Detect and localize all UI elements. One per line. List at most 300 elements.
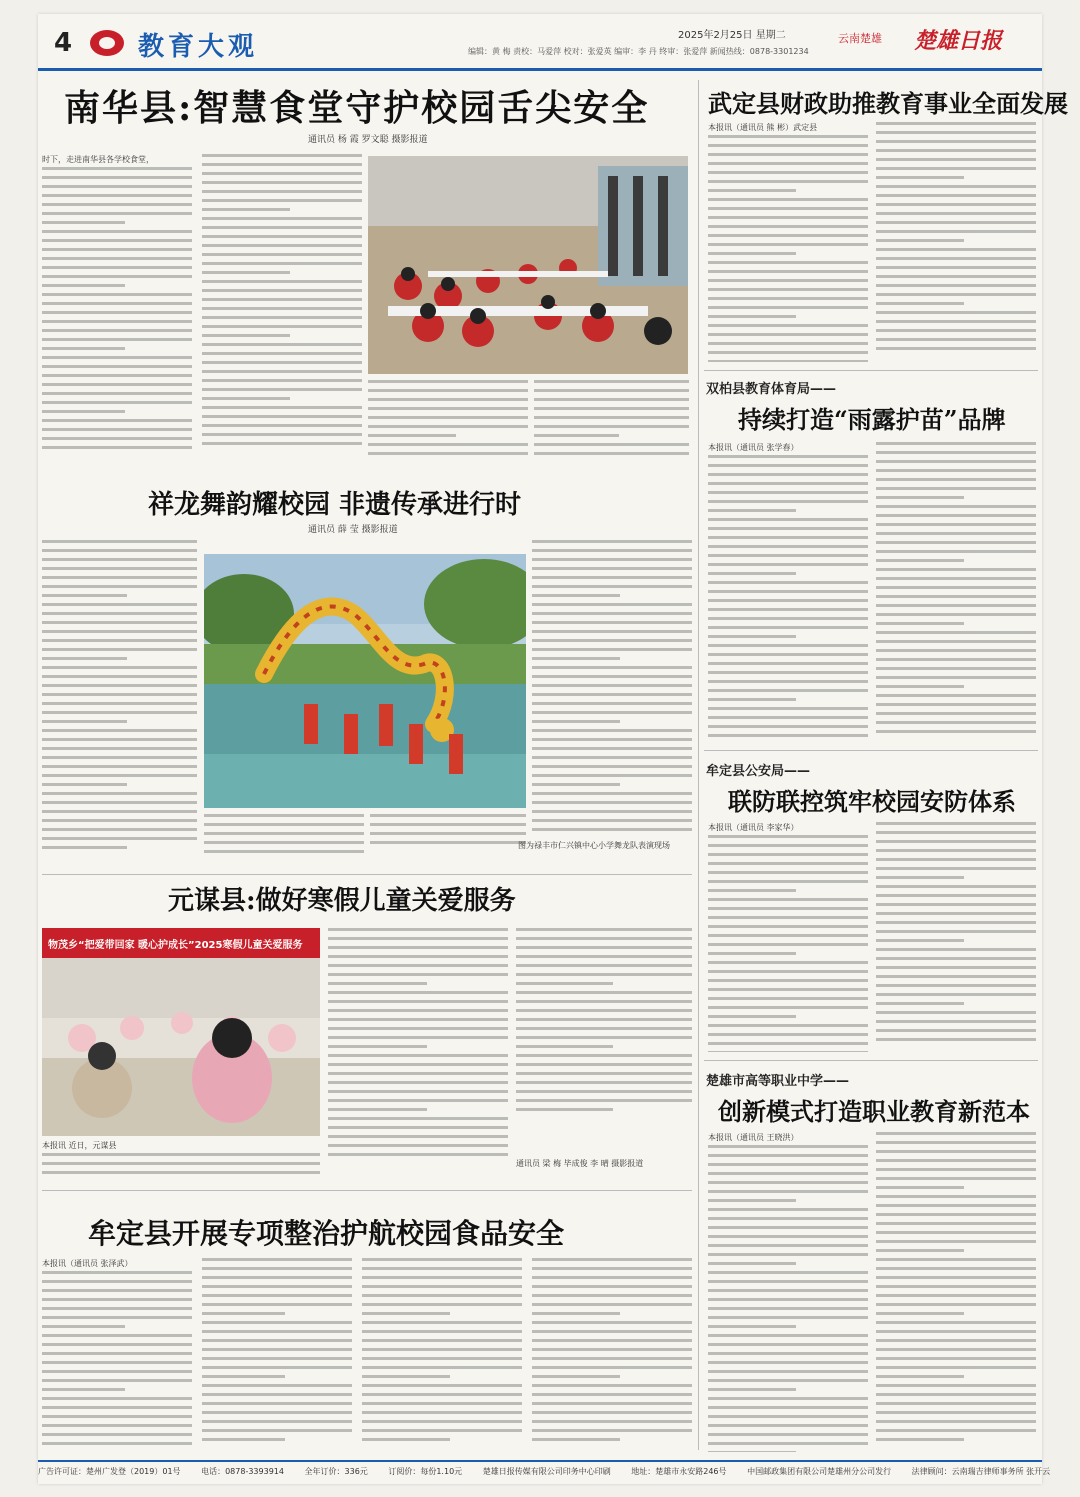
text-line (876, 158, 1036, 161)
text-line (42, 167, 192, 170)
text-line (708, 889, 796, 892)
text-line (876, 1240, 1036, 1243)
text-line (708, 1334, 868, 1337)
text-line (42, 293, 192, 296)
text-line (876, 957, 1036, 960)
text-line (42, 1388, 125, 1391)
text-line (532, 720, 620, 723)
text-line (362, 1267, 522, 1270)
text-line (202, 424, 362, 427)
text-line (708, 898, 868, 901)
text-line (532, 1348, 692, 1351)
text-line (362, 1393, 522, 1396)
section-rule (42, 1190, 692, 1191)
article-text (534, 380, 689, 466)
text-line (202, 1267, 352, 1270)
text-line (368, 434, 456, 437)
text-line (708, 216, 868, 219)
article-text (876, 122, 1036, 362)
text-line (876, 1285, 1036, 1288)
text-line (328, 1090, 508, 1093)
text-line (534, 398, 689, 401)
text-line (532, 639, 692, 642)
text-line (708, 590, 868, 593)
editor-credits: 编辑：黄 梅 责校：马爱萍 校对：张爱英 编审：李 丹 终审：张爱萍 新闻热线：0878-3301234 (468, 47, 809, 56)
text-line (876, 1222, 1036, 1225)
text-line (42, 446, 192, 449)
text-line (708, 835, 868, 838)
text-line (708, 509, 796, 512)
article-text (532, 1258, 692, 1450)
text-line (708, 653, 868, 656)
text-line (328, 928, 508, 931)
text-line (362, 1375, 450, 1378)
text-line (202, 172, 362, 175)
text-line (42, 266, 192, 269)
footer-item: 全年订价：336元 (304, 1467, 368, 1476)
text-line (708, 491, 868, 494)
text-line (362, 1339, 522, 1342)
text-line (708, 608, 868, 611)
text-line (876, 1357, 1036, 1360)
text-line (368, 407, 528, 410)
text-line (362, 1438, 450, 1441)
text-line (328, 1009, 508, 1012)
text-line (42, 437, 192, 440)
text-line (876, 595, 1036, 598)
text-line (876, 984, 1036, 987)
text-line (328, 1063, 508, 1066)
text-line (708, 1397, 868, 1400)
text-line (532, 1393, 692, 1396)
text-line (202, 199, 362, 202)
article-byline: 通讯员 薛 莹 摄影报道 (308, 525, 398, 535)
text-line (876, 248, 1036, 251)
text-line (876, 649, 1036, 652)
text-line (516, 973, 692, 976)
text-line (876, 894, 1036, 897)
newspaper-page (38, 14, 1068, 1484)
text-line (876, 1168, 1036, 1171)
text-line (876, 622, 964, 625)
text-line (42, 230, 192, 233)
masthead-rule (38, 68, 1042, 71)
text-line (708, 844, 868, 847)
text-line (708, 1006, 868, 1009)
article-text: 本报讯 近日，元谋县 (42, 1140, 320, 1176)
text-line (876, 1020, 1036, 1023)
text-line (202, 1357, 352, 1360)
text-line (708, 351, 868, 354)
text-line (708, 135, 868, 138)
article-text (876, 1132, 1036, 1452)
text-line (876, 903, 1036, 906)
text-line (42, 846, 127, 849)
text-line (202, 163, 362, 166)
text-line (876, 613, 1036, 616)
text-line (516, 1090, 692, 1093)
text-line (202, 361, 362, 364)
text-line (876, 329, 1036, 332)
text-line (876, 685, 964, 688)
text-line (532, 1357, 692, 1360)
text-line (42, 549, 197, 552)
text-line (708, 1208, 868, 1211)
text-line (708, 716, 868, 719)
text-line (876, 858, 1036, 861)
text-line (532, 657, 620, 660)
text-line (202, 352, 362, 355)
text-line (328, 1153, 508, 1156)
text-line (876, 667, 1036, 670)
text-line (876, 131, 1036, 134)
text-line (876, 676, 1036, 679)
article-text (202, 1258, 352, 1450)
text-line (42, 248, 192, 251)
text-line (42, 747, 197, 750)
text-line (532, 738, 692, 741)
text-line (876, 1186, 964, 1189)
footer-item: 地址：楚雄市永安路246号 (631, 1467, 727, 1476)
text-line (876, 487, 1036, 490)
text-line (42, 720, 127, 723)
text-line (708, 907, 868, 910)
text-line (708, 536, 868, 539)
classroom-photo (42, 928, 320, 1136)
text-line (708, 333, 868, 336)
text-line (708, 1424, 868, 1427)
text-line (876, 712, 1036, 715)
text-line (708, 1154, 868, 1157)
text-line (876, 1384, 1036, 1387)
text-line (532, 675, 692, 678)
footer-item: 电话：0878-3393914 (201, 1467, 284, 1476)
text-line (532, 1294, 692, 1297)
article-text (516, 928, 692, 1118)
text-line (876, 993, 1036, 996)
text-line (42, 185, 192, 188)
text-line (532, 1384, 692, 1387)
text-line (876, 694, 1036, 697)
text-line (202, 289, 362, 292)
text-line (532, 1411, 692, 1414)
text-line (876, 1411, 1036, 1414)
text-line (202, 154, 362, 157)
text-line (362, 1285, 522, 1288)
article-text: 本报讯（通讯员 王晓洪） (708, 1132, 868, 1452)
text-line (876, 1213, 1036, 1216)
text-line (202, 298, 362, 301)
text-line (516, 1045, 613, 1048)
section-rule (704, 1060, 1038, 1061)
article-text: 时下，走进南华县各学校食堂， (42, 154, 192, 454)
text-line (876, 302, 964, 305)
text-line (708, 862, 868, 865)
text-line (328, 1072, 508, 1075)
text-line (42, 1343, 192, 1346)
text-line (42, 702, 197, 705)
text-line (876, 284, 1036, 287)
article-text (202, 154, 362, 454)
text-line (708, 315, 796, 318)
text-line (532, 576, 692, 579)
text-line (202, 1258, 352, 1261)
text-line (42, 792, 197, 795)
text-line (876, 586, 1036, 589)
text-line (708, 916, 868, 919)
text-line (876, 221, 1036, 224)
text-line (328, 1027, 508, 1030)
text-line (42, 828, 197, 831)
text-line (328, 1036, 508, 1039)
text-line (42, 365, 192, 368)
text-line (362, 1330, 522, 1333)
text-line (42, 711, 197, 714)
text-line (202, 433, 362, 436)
text-line (708, 225, 868, 228)
photo-caption: 通讯员 梁 梅 毕成俊 李 晴 摄影报道 (516, 1159, 644, 1168)
text-line (328, 937, 508, 940)
text-line (532, 774, 692, 777)
text-line (708, 1145, 868, 1148)
text-line (362, 1312, 450, 1315)
text-line (876, 1375, 964, 1378)
text-line (876, 1177, 1036, 1180)
text-line (876, 975, 1036, 978)
text-line (708, 198, 868, 201)
text-line (202, 181, 362, 184)
text-line (876, 658, 1036, 661)
text-line (876, 1258, 1036, 1261)
article-headline: 武定县财政助推教育事业全面发展 (708, 89, 1068, 118)
text-line (708, 961, 868, 964)
text-line (708, 952, 796, 955)
text-line (42, 329, 192, 332)
text-line (202, 1285, 352, 1288)
text-line (532, 1285, 692, 1288)
text-line (42, 612, 197, 615)
text-line (708, 1352, 868, 1355)
text-line (876, 140, 1036, 143)
text-line (516, 964, 692, 967)
text-line (328, 1108, 427, 1111)
text-line (708, 153, 868, 156)
text-line (876, 212, 1036, 215)
text-line (708, 482, 868, 485)
text-line (876, 149, 1036, 152)
text-line (708, 270, 868, 273)
text-line (42, 356, 192, 359)
text-line (708, 871, 868, 874)
text-line (876, 338, 1036, 341)
text-line (202, 334, 290, 337)
text-line (534, 416, 689, 419)
text-line (534, 434, 619, 437)
text-line (708, 207, 868, 210)
text-line (708, 261, 868, 264)
text-line (532, 1321, 692, 1324)
text-line (708, 644, 868, 647)
text-line (362, 1411, 522, 1414)
text-line (202, 253, 362, 256)
text-line (708, 725, 868, 728)
text-line (42, 284, 125, 287)
text-line (42, 567, 197, 570)
text-line (42, 221, 125, 224)
text-line (202, 1384, 352, 1387)
text-line (532, 828, 692, 831)
text-line (368, 389, 528, 392)
text-line (42, 1433, 192, 1436)
article-text: 本报讯（通讯员 熊 彬）武定县 (708, 122, 868, 362)
text-line (42, 1316, 192, 1319)
text-line (202, 442, 362, 445)
photo-banner: 物茂乡“把爱带回家 暖心护成长”2025寒假儿童关爱服务 (48, 940, 303, 951)
text-line (708, 360, 868, 362)
text-line (362, 1276, 522, 1279)
text-line (876, 831, 1036, 834)
text-line (876, 631, 1036, 634)
text-line (362, 1420, 522, 1423)
article-text: 本报讯（通讯员 张泽武） (42, 1258, 192, 1450)
text-line (516, 928, 692, 931)
masthead (38, 20, 1042, 68)
text-line (370, 832, 526, 835)
text-line (708, 162, 868, 165)
text-line (876, 1132, 1036, 1135)
text-line (202, 343, 362, 346)
text-line (876, 939, 964, 942)
text-line (876, 469, 1036, 472)
text-line (876, 451, 1036, 454)
text-line (708, 180, 868, 183)
text-line (202, 1375, 285, 1378)
text-line (42, 540, 197, 543)
text-line (708, 1388, 796, 1391)
text-line (42, 428, 192, 431)
text-line (42, 401, 192, 404)
text-line (708, 1051, 868, 1052)
text-line (532, 549, 692, 552)
text-line (532, 1339, 692, 1342)
text-line (202, 244, 362, 247)
text-line (876, 239, 964, 242)
text-line (534, 443, 689, 446)
text-line (362, 1303, 522, 1306)
text-line (876, 849, 1036, 852)
text-line (532, 711, 692, 714)
text-line (708, 554, 868, 557)
text-line (708, 234, 868, 237)
text-line (876, 478, 1036, 481)
text-line (516, 1027, 692, 1030)
text-line (42, 338, 192, 341)
text-line (532, 567, 692, 570)
text-line (328, 1135, 508, 1138)
text-line (532, 729, 692, 732)
text-line (708, 1190, 868, 1193)
text-line (202, 316, 362, 319)
article-text (370, 814, 526, 854)
text-line (202, 1330, 352, 1333)
text-line (876, 822, 1036, 825)
text-line (42, 801, 197, 804)
column-rule (698, 80, 699, 1450)
text-line (202, 280, 362, 283)
text-line (202, 388, 362, 391)
text-line (532, 648, 692, 651)
text-line (42, 1171, 320, 1174)
text-line (876, 1330, 1036, 1333)
text-line (876, 275, 1036, 278)
section-title: 教育大观 (138, 32, 259, 62)
text-line (876, 203, 1036, 206)
article-headline: 联防联控筑牢校园安防体系 (728, 787, 1016, 816)
text-line (532, 666, 692, 669)
text-line (708, 279, 868, 282)
text-line (708, 297, 868, 300)
footer-item: 广告许可证：楚州广发登（2019）01号 (38, 1467, 181, 1476)
text-line (532, 783, 620, 786)
text-line (708, 1235, 868, 1238)
text-line (328, 1144, 508, 1147)
text-line (876, 876, 964, 879)
text-line (708, 617, 868, 620)
text-line (532, 1375, 620, 1378)
text-line (708, 1289, 868, 1292)
article-text (204, 814, 364, 864)
text-line (202, 370, 362, 373)
page-number: 4 (53, 28, 73, 58)
paper-small-name: 云南楚雄 (838, 32, 882, 45)
text-line (368, 425, 528, 428)
article-kicker: 双柏县教育体育局—— (706, 382, 837, 397)
text-line (532, 1438, 620, 1441)
text-line (708, 306, 868, 309)
text-line (708, 689, 868, 692)
text-line (708, 671, 868, 674)
text-line (708, 1415, 868, 1418)
text-line (202, 235, 362, 238)
text-line (708, 527, 868, 530)
text-line (532, 540, 692, 543)
text-line (202, 1420, 352, 1423)
text-line (42, 576, 197, 579)
text-line (202, 208, 290, 211)
article-headline: 创新模式打造职业教育新范本 (718, 1097, 1030, 1126)
text-line (532, 702, 692, 705)
text-line (328, 1117, 508, 1120)
text-line (876, 1420, 1036, 1423)
text-line (708, 500, 868, 503)
text-line (202, 262, 362, 265)
text-line (708, 324, 868, 327)
text-line (370, 841, 526, 844)
article-headline: 元谋县:做好寒假儿童关爱服务 (168, 886, 516, 916)
text-line (42, 585, 197, 588)
text-line (708, 934, 868, 937)
text-line (42, 729, 197, 732)
text-line (708, 1217, 868, 1220)
text-line (876, 1029, 1036, 1032)
text-line (42, 630, 197, 633)
text-line (876, 1339, 1036, 1342)
text-line (876, 230, 1036, 233)
text-line (708, 979, 868, 982)
text-line (328, 964, 508, 967)
text-line (708, 680, 868, 683)
text-line (532, 792, 692, 795)
